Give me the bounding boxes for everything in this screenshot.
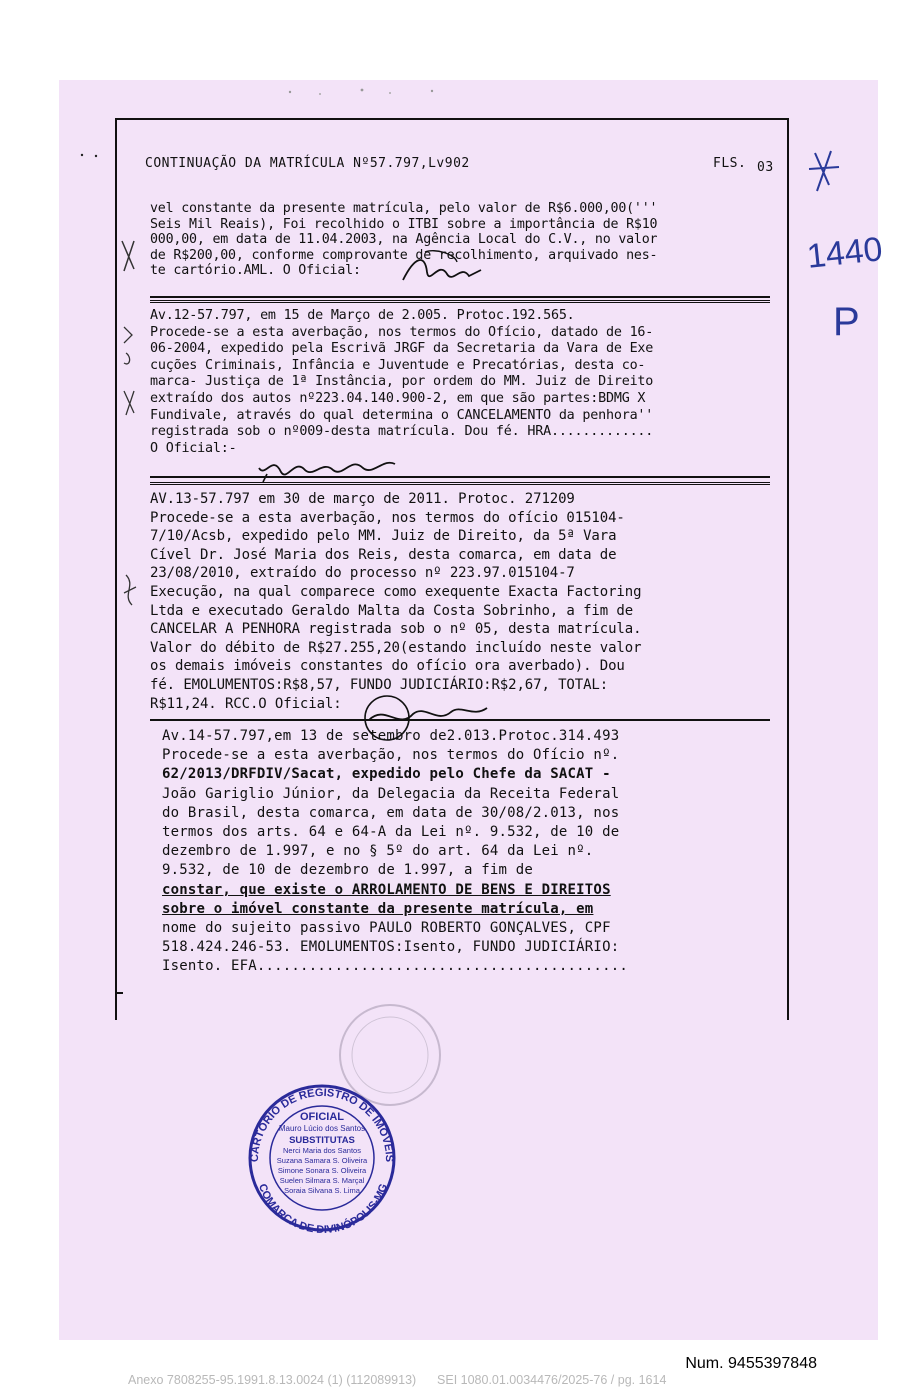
seal-official-name: Mauro Lúcio dos Santos xyxy=(278,1124,366,1133)
entry-line: João Gariglio Júnior, da Delegacia da Receita Federal xyxy=(162,785,620,802)
seal-substitute: Nerci Maria dos Santos xyxy=(283,1146,361,1155)
entry-line: 06-2004, expedido pela Escrivã JRGF da Secretaria da Vara de Exe xyxy=(150,341,654,357)
entry-line: os demais imóveis constantes do ofício ora averbado). Dou xyxy=(150,658,625,675)
entry-line: registrada sob o nº009-desta matrícula. Dou fé. HRA............. xyxy=(150,424,654,440)
page-title: CONTINUAÇÃO DA MATRÍCULA Nº57.797,Lv902 xyxy=(145,156,470,171)
document-reference: Anexo 7808255-95.1991.8.13.0024 (1) (112089913) SEI 1080.01.0034476/2025-76 / pg. 1614 xyxy=(128,1373,667,1387)
entry-line: sobre o imóvel constante da presente matrícula, em xyxy=(162,900,594,917)
entry-line: fé. EMOLUMENTOS:R$8,57, FUNDO JUDICIÁRIO:R$2,67, TOTAL: xyxy=(150,676,609,693)
entry-line: te cartório.AML. O Oficial: xyxy=(150,263,361,278)
entry-divider xyxy=(150,300,770,303)
entry-line: Seis Mil Reais), Foi recolhido o ITBI sobre a importância de R$10 xyxy=(150,216,658,232)
entry-av12 xyxy=(150,308,770,457)
margin-dots xyxy=(78,150,102,160)
entry-line: AV.13-57.797 em 30 de março de 2011. Protoc. 271209 xyxy=(150,491,575,507)
entry-line: Cível Dr. José Maria dos Reis, desta comarca, em data de xyxy=(150,546,617,563)
entry-divider xyxy=(150,482,770,485)
entry-line: do Brasil, desta comarca, em data de 30/08/2.013, nos xyxy=(162,804,620,821)
entry-line: 62/2013/DRFDIV/Sacat, expedido pelo Chefe da SACAT - xyxy=(162,766,611,783)
entry-line: Isento. EFA........................................... xyxy=(162,958,628,975)
entry-av14 xyxy=(162,727,772,977)
entry-line: marca- Justiça de 1ª Instância, por ordem do MM. Juiz de Direito xyxy=(150,374,654,390)
seal-official-label: OFICIAL xyxy=(300,1111,344,1123)
entry-line: termos dos arts. 64 e 64-A da Lei nº. 9.532, de 10 de xyxy=(162,824,620,841)
entry-line: 23/08/2010, extraído do processo nº 223.97.015104-7 xyxy=(150,565,575,582)
seal-substitute: Soraia Silvana S. Lima xyxy=(284,1186,360,1195)
entry-av13 xyxy=(150,490,770,713)
frame-tick xyxy=(115,992,123,994)
seal-substitute: Simone Sonara S. Oliveira xyxy=(277,1166,367,1175)
margin-page-number: 1440 xyxy=(805,230,885,276)
entry-line: nome do sujeito passivo PAULO ROBERTO GONÇALVES, CPF xyxy=(162,920,611,937)
margin-page-annotation xyxy=(795,145,885,345)
entry-line: R$11,24. RCC.O Oficial: xyxy=(150,695,342,712)
document-number: Num. 9455397848 xyxy=(685,1355,817,1372)
seal-ring-bottom: COMARCA DE DIVINÓPOLIS-MG xyxy=(255,1182,391,1235)
entry-line: Fundivale, através do qual determina o CANCELAMENTO da penhora'' xyxy=(150,407,654,423)
margin-letter: P xyxy=(833,300,860,344)
seal-substitute: Suzana Samara S. Oliveira xyxy=(276,1156,368,1165)
signature-av13 xyxy=(355,684,495,744)
entry-line: 9.532, de 10 de dezembro de 1.997, a fim de xyxy=(162,862,534,879)
entry-line: cuções Criminais, Infância e Juventude e Precatórias, desta co- xyxy=(150,357,646,373)
scan-specks xyxy=(250,84,470,100)
entry-line: O Oficial:- xyxy=(150,440,237,456)
margin-marks xyxy=(118,235,148,675)
entry-line: vel constante da presente matrícula, pelo valor de R$6.000,00(''' xyxy=(150,201,658,216)
entry-divider xyxy=(150,476,770,478)
signature-av11 xyxy=(395,250,485,290)
signature-av12 xyxy=(255,448,415,484)
entry-line: constar, que existe o ARROLAMENTO DE BENS E DIREITOS xyxy=(162,881,611,898)
entry-line: extraído dos autos nº223.04.140.900-2, em que são partes:BDMG X xyxy=(150,390,646,406)
seal-substitutes-label: SUBSTITUTAS xyxy=(289,1135,355,1146)
entry-line: Ltda e executado Geraldo Malta da Costa Sobrinho, a fim de xyxy=(150,602,634,619)
entry-line: Execução, na qual comparece como exequente Exacta Factoring xyxy=(150,583,642,600)
fls-label: FLS. xyxy=(713,156,747,171)
entry-line: Av.14-57.797,em 13 de setembro de2.013.Protoc.314.493 xyxy=(162,728,620,744)
entry-line: dezembro de 1.997, e no § 5º do art. 64 da Lei nº. xyxy=(162,843,594,860)
seal-ring-top: CARTÓRIO DE REGISTRO DE IMÓVEIS xyxy=(248,1086,396,1163)
entry-line: Procede-se a esta averbação, nos termos do ofício 015104- xyxy=(150,509,625,526)
entry-line: Procede-se a esta averbação, nos termos do Ofício, datado de 16- xyxy=(150,324,654,340)
entry-line: 518.424.246-53. EMOLUMENTOS:Isento, FUNDO JUDICIÁRIO: xyxy=(162,939,620,956)
entry-line: Av.12-57.797, em 15 de Março de 2.005. Protoc.192.565. xyxy=(150,308,575,323)
entry-line: Procede-se a esta averbação, nos termos do Ofício nº. xyxy=(162,747,620,764)
entry-line: 7/10/Acsb, expedido pelo MM. Juiz de Direito, da 5ª Vara xyxy=(150,528,617,545)
entry-line: Valor do débito de R$27.255,20(estando incluído neste valor xyxy=(150,639,642,656)
entry-line: CANCELAR A PENHORA registrada sob o nº 05, desta matrícula. xyxy=(150,621,642,638)
registry-seal xyxy=(240,1080,405,1235)
entry-line: de R$200,00, conforme comprovante de recolhimento, arquivado nes- xyxy=(150,247,658,263)
entry-line: 000,00, em data de 11.04.2003, na Agência Local do C.V., no valor xyxy=(150,232,658,247)
seal-substitute: Suelen Silmara S. Marçal xyxy=(279,1176,365,1185)
fls-number: 03 xyxy=(757,160,774,175)
entry-divider xyxy=(150,296,770,298)
